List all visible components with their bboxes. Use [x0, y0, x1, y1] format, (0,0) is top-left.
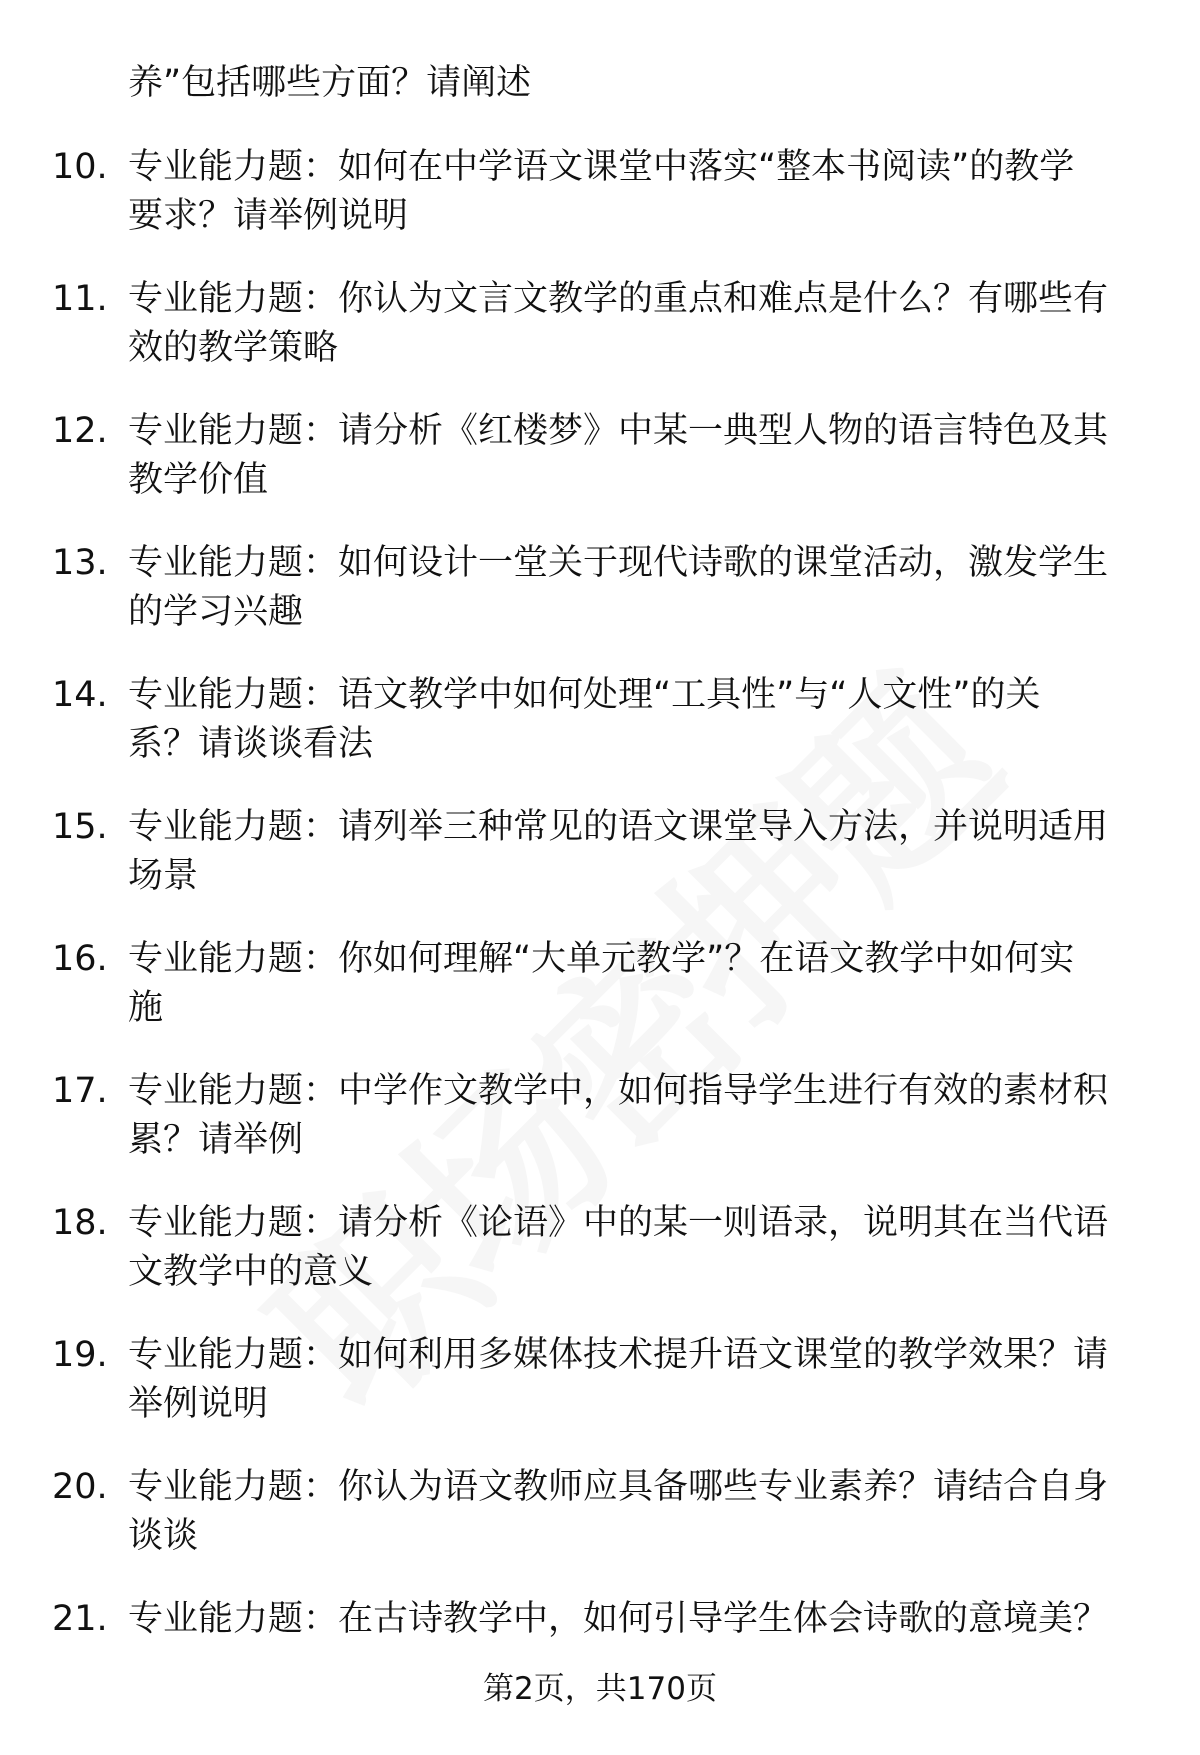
- question-text-line-1: 专业能力题：你认为文言文教学的重点和难点是什么？有哪些有: [128, 279, 1109, 319]
- question-number: 19.: [52, 1335, 108, 1375]
- question-item-15: [0, 802, 1200, 934]
- question-text-line-1: 专业能力题：你如何理解“大单元教学”？在语文教学中如何实: [128, 939, 1075, 979]
- question-text-line-2: 文教学中的意义: [128, 1252, 374, 1292]
- question-text-line-2: 效的教学策略: [128, 328, 339, 368]
- question-number: 18.: [52, 1203, 108, 1243]
- question-item-11: [0, 274, 1200, 406]
- question-text-line-2: 施: [128, 988, 164, 1028]
- question-item-14: [0, 670, 1200, 802]
- question-number: 16.: [52, 939, 108, 979]
- question-number: 13.: [52, 543, 108, 583]
- question-list: [0, 142, 1200, 1726]
- question-text-line-1: 专业能力题：请列举三种常见的语文课堂导入方法，并说明适用: [128, 807, 1109, 847]
- question-number: 20.: [52, 1467, 108, 1507]
- question-text-line-1: 专业能力题：你认为语文教师应具备哪些专业素养？请结合自身: [128, 1467, 1109, 1507]
- question-text-line-2: 教学价值: [128, 460, 269, 500]
- question-text-line-2: 场景: [128, 856, 199, 896]
- question-text-line-1: 专业能力题：在古诗教学中，如何引导学生体会诗歌的意境美？: [128, 1599, 1109, 1639]
- question-text-line-2: 系？请谈谈看法: [128, 724, 374, 764]
- question-item-12: [0, 406, 1200, 538]
- question-number: 10.: [52, 147, 108, 187]
- question-number: 14.: [52, 675, 108, 715]
- question-item-20: [0, 1462, 1200, 1594]
- question-item-13: [0, 538, 1200, 670]
- question-text-line-1: 专业能力题：语文教学中如何处理“工具性”与“人文性”的关: [128, 675, 1041, 715]
- question-text-line-1: 专业能力题：如何在中学语文课堂中落实“整本书阅读”的教学: [128, 147, 1075, 187]
- question-number: 15.: [52, 807, 108, 847]
- question-text-line-2: 的学习兴趣: [128, 592, 304, 632]
- question-text-line-2: 举例说明: [128, 1384, 269, 1424]
- question-text-line-2: 累？请举例: [128, 1120, 304, 1160]
- question-text-line-2: 谈谈: [128, 1516, 199, 1556]
- continued-question-text: 养”包括哪些方面？请阐述: [128, 63, 532, 103]
- question-item-18: [0, 1198, 1200, 1330]
- question-number: 11.: [52, 279, 108, 319]
- question-text-line-1: 专业能力题：请分析《论语》中的某一则语录，说明其在当代语: [128, 1203, 1109, 1243]
- question-item-10: [0, 142, 1200, 274]
- question-text-line-1: 专业能力题：中学作文教学中，如何指导学生进行有效的素材积: [128, 1071, 1109, 1111]
- question-item-17: [0, 1066, 1200, 1198]
- question-number: 21.: [52, 1599, 108, 1639]
- question-text-line-2: 要求？请举例说明: [128, 196, 409, 236]
- question-number: 17.: [52, 1071, 108, 1111]
- question-item-16: [0, 934, 1200, 1066]
- page-footer: 第2页，共170页: [483, 1671, 717, 1707]
- question-text-line-1: 专业能力题：如何设计一堂关于现代诗歌的课堂活动，激发学生: [128, 543, 1109, 583]
- question-number: 12.: [52, 411, 108, 451]
- question-text-line-1: 专业能力题：如何利用多媒体技术提升语文课堂的教学效果？请: [128, 1335, 1109, 1375]
- question-text-line-1: 专业能力题：请分析《红楼梦》中某一典型人物的语言特色及其: [128, 411, 1109, 451]
- question-item-19: [0, 1330, 1200, 1462]
